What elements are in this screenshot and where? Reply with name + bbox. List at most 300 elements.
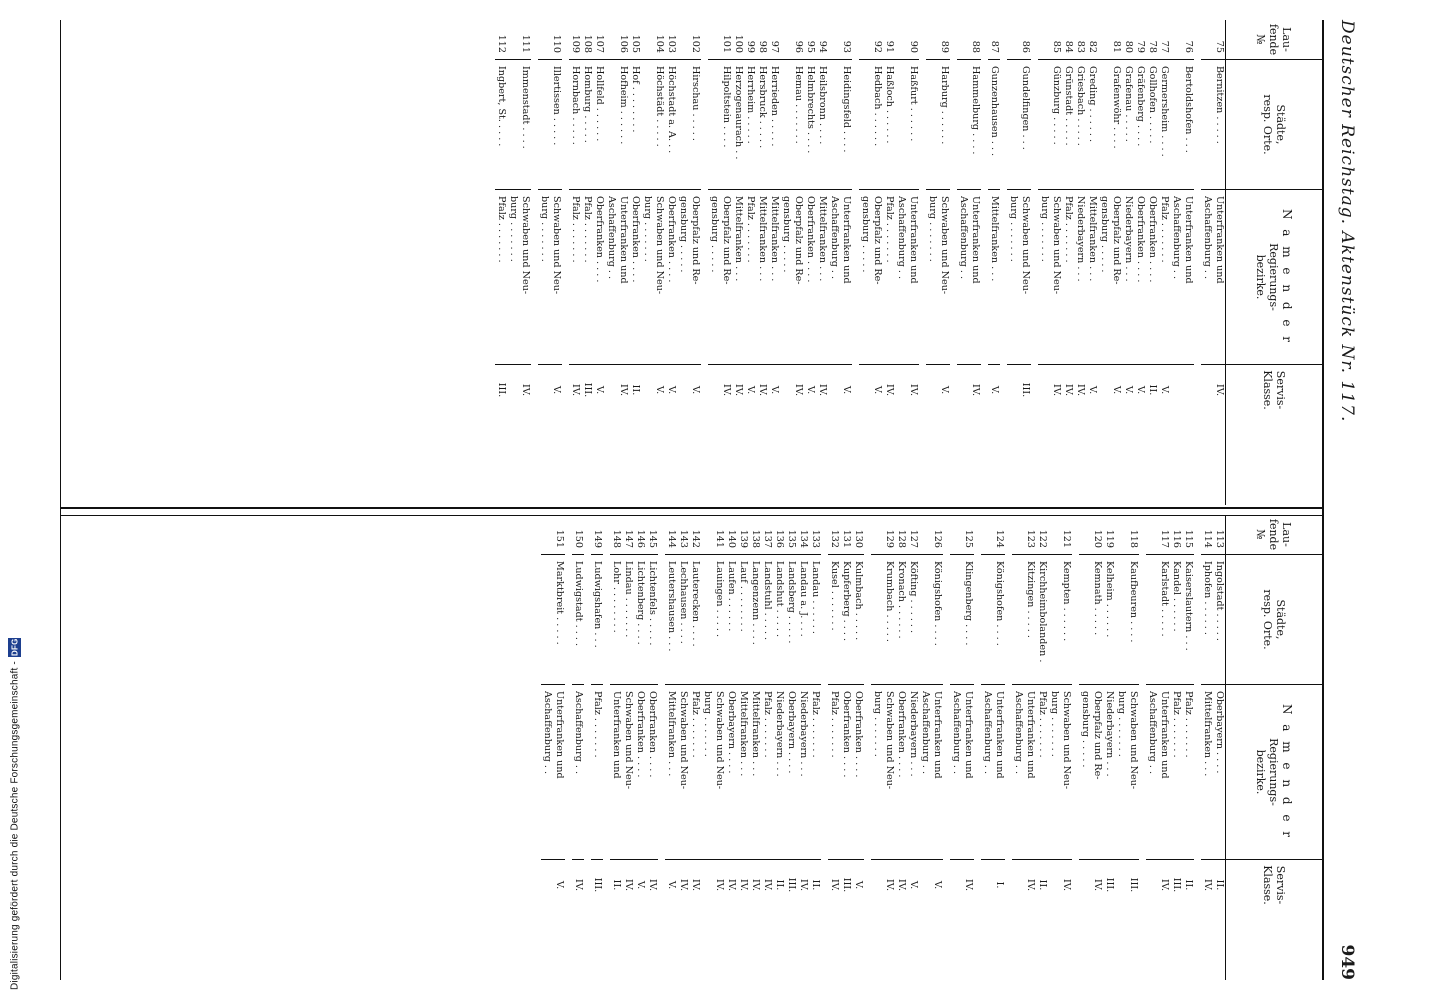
table-row [744, 20, 756, 505]
city-name: Lauingen . . . . . [713, 555, 725, 685]
table-row [761, 515, 773, 980]
row-number: 151 [553, 515, 565, 555]
row-number: 129 [883, 515, 895, 555]
row-number: 80 [1122, 20, 1134, 60]
district-name: Unterfranken und [993, 685, 1005, 860]
district-name: Aschaffenburg . . [957, 190, 969, 365]
city-name: Helmbrechts . . . . [804, 60, 816, 190]
city-name: Gundelfingen . . . [1019, 60, 1031, 190]
city-name: Grünstadt . . . . . [1062, 60, 1074, 190]
servis-class: II. [1147, 384, 1158, 396]
district-name: Niederbayern . . . [797, 685, 809, 860]
district-name: Niederbayern . . . [907, 685, 919, 860]
district-name: burg . . . . . . . [507, 190, 519, 365]
city-name: Landau a. J. . . . [797, 555, 809, 685]
table-row [541, 515, 553, 980]
city-name [677, 60, 689, 190]
district-name: burg . . . . . . . [1115, 685, 1127, 860]
table-row [1110, 20, 1122, 505]
table-row [495, 20, 507, 505]
table-row [1019, 20, 1031, 505]
city-name: Kirchheimbolanden . [1036, 555, 1048, 685]
city-name: Heidingsfeld . . . . [840, 60, 852, 190]
header-number: Lau- fende № [1226, 515, 1322, 555]
city-name: Kupferberg . . . . [840, 555, 852, 685]
row-number: 148 [610, 515, 622, 555]
district-name: Mittelfranken . . . [732, 190, 744, 365]
district-name: Pfalz . . . . . . . [689, 685, 701, 860]
district-name: Pfalz . . . . . . . [828, 685, 840, 860]
row-number: 78 [1146, 20, 1158, 60]
row-number: 103 [665, 20, 677, 60]
table-row [919, 515, 931, 980]
row-number: 83 [1074, 20, 1086, 60]
table-header-left [1225, 20, 1322, 505]
district-name: Mittelfranken . . . [749, 685, 761, 860]
servis-class [1170, 365, 1182, 415]
district-name: Unterfranken und [1213, 190, 1225, 365]
city-name: Kitzingen . . . . . [1024, 555, 1036, 685]
district-name: Oberbayern . . . . [725, 685, 737, 860]
servis-class: III. [496, 382, 507, 398]
row-number: 147 [622, 515, 634, 555]
city-name: Ingolstadt . . . . . [1213, 555, 1225, 685]
servis-class [1007, 365, 1019, 415]
row-number [541, 515, 553, 555]
city-name [1170, 60, 1182, 190]
city-name: Herzogenaurach . . [732, 60, 744, 190]
row-number: 133 [809, 515, 821, 555]
table-row [1103, 515, 1115, 980]
row-number: 105 [629, 20, 641, 60]
district-name: Unterfranken und [907, 190, 919, 365]
row-number: 130 [852, 515, 864, 555]
row-number [1115, 515, 1127, 555]
district-name: Oberfranken . . . . [665, 190, 677, 365]
servis-class: II. [774, 879, 785, 891]
servis-class: IV. [884, 383, 895, 397]
servis-class [871, 860, 883, 910]
table-row [1213, 20, 1225, 505]
city-name: Hofheim . . . . . . [617, 60, 629, 190]
city-name: Bertoldshofen . . . [1182, 60, 1194, 190]
row-number: 121 [1060, 515, 1072, 555]
row-number: 90 [907, 20, 919, 60]
district-name: Oberfranken . . . . [593, 190, 605, 365]
city-name: Harburg . . . . . . [938, 60, 950, 190]
table-body-right [541, 515, 1225, 980]
table-row [962, 515, 974, 980]
district-name: Unterfranken und [931, 685, 943, 860]
district-name: Pfalz . . . . . . . [495, 190, 507, 365]
row-number: 138 [749, 515, 761, 555]
row-number: 137 [761, 515, 773, 555]
city-name: Königshofen . . . . [993, 555, 1005, 685]
city-name: Ludwigstadt . . . . [572, 555, 584, 685]
running-title: Deutscher Reichstag. Aktenstück Nr. 117. [1337, 20, 1357, 423]
table-row [988, 20, 1000, 505]
servis-class: IV. [1025, 878, 1036, 892]
city-name: Gollhofen . . . . . [1146, 60, 1158, 190]
servis-class: V. [690, 385, 701, 395]
district-name: Schwaben und Neu- [883, 685, 895, 860]
city-name: Hirschau . . . . . [689, 60, 701, 190]
servis-class: V. [872, 385, 883, 395]
table-row [593, 20, 605, 505]
row-number [828, 20, 840, 60]
servis-class [641, 365, 653, 415]
row-number: 143 [677, 515, 689, 555]
district-name: gensburg . . . . . [859, 190, 871, 365]
servis-class: IV. [817, 383, 828, 397]
servis-class: V. [908, 880, 919, 890]
table-row [1079, 515, 1091, 980]
table-row [665, 20, 677, 505]
city-name: Grafenau . . . . . [1122, 60, 1134, 190]
district-name: Mittelfranken . . . [988, 190, 1000, 365]
table-row [1201, 20, 1213, 505]
table-row [519, 20, 531, 505]
servis-class: IV. [678, 878, 689, 892]
city-name: Kaufbeuren . . . . [1127, 555, 1139, 685]
servis-class [507, 365, 519, 415]
city-name: Kusel . . . . . . . [828, 555, 840, 685]
row-number: 145 [646, 515, 658, 555]
table-row [895, 515, 907, 980]
city-name: Landau . . . . . . [809, 555, 821, 685]
table-row [871, 515, 883, 980]
district-name: Unterfranken und [969, 190, 981, 365]
city-name [541, 555, 553, 685]
table-row [581, 20, 593, 505]
servis-class: I. [994, 881, 1005, 889]
city-name [538, 60, 550, 190]
table-row [773, 515, 785, 980]
table-row [1182, 515, 1194, 980]
servis-class [1048, 860, 1060, 910]
servis-class: III. [1128, 877, 1139, 893]
header-class: Servis- Klasse. [1261, 865, 1287, 905]
table-row [1007, 20, 1019, 505]
servis-class: V. [939, 385, 950, 395]
servis-class [895, 365, 907, 415]
city-name: Herrieden . . . . . [768, 60, 780, 190]
row-number [538, 20, 550, 60]
district-name: Oberfranken . . . . [895, 685, 907, 860]
city-name: Bernitzen . . . . . [1213, 60, 1225, 190]
district-name: Schwaben und Neu- [1019, 190, 1031, 365]
city-name: Lohr . . . . . . . . [610, 555, 622, 685]
row-number: 128 [895, 515, 907, 555]
table-row [1060, 515, 1072, 980]
city-name: Hemau . . . . . . . [792, 60, 804, 190]
table-row [852, 515, 864, 980]
table-row [840, 515, 852, 980]
servis-class: IV. [1214, 383, 1225, 397]
garrison-table [60, 20, 1324, 980]
district-name: Niederbayern . . . [1074, 190, 1086, 365]
servis-class: IV. [1061, 878, 1072, 892]
row-number: 127 [907, 515, 919, 555]
servis-class: IV. [1051, 383, 1062, 397]
city-name: Hilpoltstein . . . . [720, 60, 732, 190]
servis-class: IV. [690, 878, 701, 892]
city-name: Leutershausen . . . [665, 555, 677, 685]
district-name: Oberfranken . . . . [840, 685, 852, 860]
servis-class: III. [1020, 382, 1031, 398]
row-number: 123 [1024, 515, 1036, 555]
row-number: 87 [988, 20, 1000, 60]
servis-class [780, 365, 792, 415]
credit-text: Digitalisierung gefördert durch die Deutsche Forschungsgemeinschaft - [9, 661, 21, 990]
servis-class: V. [745, 385, 756, 395]
city-name [957, 60, 969, 190]
table-row [689, 20, 701, 505]
row-number: 86 [1019, 20, 1031, 60]
servis-class: V. [666, 385, 677, 395]
servis-class: V. [932, 880, 943, 890]
servis-class: V. [1135, 385, 1146, 395]
table-row [720, 20, 732, 505]
district-name: gensburg . . . . . [780, 190, 792, 365]
row-number: 75 [1213, 20, 1225, 60]
table-row [749, 515, 761, 980]
row-number: 93 [840, 20, 852, 60]
table-row [1122, 20, 1134, 505]
servis-class [1038, 365, 1050, 415]
city-name: Landsberg . . . . . [785, 555, 797, 685]
servis-class [957, 365, 969, 415]
table-row [1036, 515, 1048, 980]
city-name: Germersheim . . . . [1158, 60, 1170, 190]
servis-class [919, 860, 931, 910]
servis-class: V. [841, 385, 852, 395]
servis-class [1182, 365, 1194, 415]
table-row [725, 515, 737, 980]
row-number [641, 20, 653, 60]
city-name: Landshut . . . . . [773, 555, 785, 685]
servis-class [677, 365, 689, 415]
table-row [653, 20, 665, 505]
district-name: Aschaffenburg . . [828, 190, 840, 365]
servis-class: II. [1183, 879, 1194, 891]
district-name: Aschaffenburg . . [572, 685, 584, 860]
table-row [816, 20, 828, 505]
city-name [507, 60, 519, 190]
table-row [641, 20, 653, 505]
city-name: Lichtenberg . . . . [634, 555, 646, 685]
servis-class: V. [666, 880, 677, 890]
table-row [931, 515, 943, 980]
row-number: 139 [737, 515, 749, 555]
table-row [1038, 20, 1050, 505]
row-number: 91 [883, 20, 895, 60]
servis-class [708, 365, 720, 415]
row-number: 115 [1182, 515, 1194, 555]
servis-class: IV. [798, 878, 809, 892]
district-name: Oberpfalz und Re- [1091, 685, 1103, 860]
servis-class: IV. [618, 383, 629, 397]
city-name [895, 60, 907, 190]
header-names-title: N a m e n d e r [1280, 703, 1295, 841]
table-row [550, 20, 562, 505]
city-name: Hersbruck . . . . . [756, 60, 768, 190]
city-name: Haßfurt . . . . . . [907, 60, 919, 190]
table-row [756, 20, 768, 505]
city-name: Hedbach . . . . . . [871, 60, 883, 190]
row-number: 131 [840, 515, 852, 555]
district-name: Unterfranken und [610, 685, 622, 860]
district-name: burg . . . . . . . [641, 190, 653, 365]
row-number [859, 20, 871, 60]
city-name [1098, 60, 1110, 190]
city-name: Laufen . . . . . . [725, 555, 737, 685]
table-row [785, 515, 797, 980]
row-number: 102 [689, 20, 701, 60]
city-name [859, 60, 871, 190]
table-row [840, 20, 852, 505]
table-row [907, 20, 919, 505]
district-name: burg . . . . . . . [871, 685, 883, 860]
table-row [895, 20, 907, 505]
row-number: 94 [816, 20, 828, 60]
district-name: burg . . . . . . . [701, 685, 713, 860]
table-row [957, 20, 969, 505]
servis-class: V. [1159, 385, 1170, 395]
district-name: Aschaffenburg . . [1012, 685, 1024, 860]
servis-class [926, 365, 938, 415]
district-name: Pfalz . . . . . . . [809, 685, 821, 860]
city-name [871, 555, 883, 685]
row-number: 142 [689, 515, 701, 555]
city-name: Ludwigshafen . . . [591, 555, 603, 685]
table-row [737, 515, 749, 980]
table-row [969, 20, 981, 505]
table-row [634, 515, 646, 980]
table-row [1098, 20, 1110, 505]
district-name: burg . . . . . . . [926, 190, 938, 365]
table-row [883, 515, 895, 980]
district-name: Oberpfalz und Re- [871, 190, 883, 365]
table-row [665, 515, 677, 980]
district-name: Oberfranken . . . . [646, 685, 658, 860]
servis-class: IV. [750, 878, 761, 892]
row-number [1038, 20, 1050, 60]
servis-class: III. [1171, 877, 1182, 893]
city-name: Hammelburg . . . . [969, 60, 981, 190]
row-number: 88 [969, 20, 981, 60]
city-name: Landstuhl . . . . . [761, 555, 773, 685]
servis-class: III. [786, 877, 797, 893]
district-name: Aschaffenburg . . [541, 685, 553, 860]
row-number: 108 [581, 20, 593, 60]
city-name: Lauf . . . . . . . . [737, 555, 749, 685]
district-name: Oberfranken . . . . [852, 685, 864, 860]
servis-class: IV. [884, 878, 895, 892]
table-half-right [61, 515, 1322, 980]
district-name: Oberpfalz und Re- [1110, 190, 1122, 365]
row-number: 126 [931, 515, 943, 555]
table-row [538, 20, 550, 505]
servis-class: IV. [520, 383, 531, 397]
city-name [1038, 60, 1050, 190]
city-name: Gräfenberg . . . . [1134, 60, 1146, 190]
table-row [938, 20, 950, 505]
city-name [1012, 555, 1024, 685]
table-row [1170, 20, 1182, 505]
servis-class [538, 365, 550, 415]
row-number: 111 [519, 20, 531, 60]
district-name: Pfalz . . . . . . . [744, 190, 756, 365]
district-name: Aschaffenburg . . [950, 685, 962, 860]
dfg-logo-icon: DFG [10, 638, 20, 657]
district-name: burg . . . . . . . [1038, 190, 1050, 365]
city-name [926, 60, 938, 190]
row-number [895, 20, 907, 60]
servis-class [1079, 860, 1091, 910]
city-name [919, 555, 931, 685]
row-number [871, 515, 883, 555]
district-name: Oberpfalz und Re- [720, 190, 732, 365]
table-row [993, 515, 1005, 980]
district-name: Unterfranken und [1158, 685, 1170, 860]
row-number [1079, 515, 1091, 555]
district-name: burg . . . . . . . [538, 190, 550, 365]
row-number: 81 [1110, 20, 1122, 60]
table-row [572, 515, 584, 980]
table-half-left [61, 20, 1322, 505]
servis-class: III. [592, 877, 603, 893]
servis-class: II. [611, 879, 622, 891]
servis-class: IV. [1202, 878, 1213, 892]
row-number: 100 [732, 20, 744, 60]
row-number [919, 515, 931, 555]
row-number: 114 [1201, 515, 1213, 555]
row-number: 82 [1086, 20, 1098, 60]
district-name: Aschaffenburg . . [1146, 685, 1158, 860]
city-name: Gunzenhausen . . . [988, 60, 1000, 190]
servis-class: IV. [714, 878, 725, 892]
table-row [804, 20, 816, 505]
city-name [605, 60, 617, 190]
table-header-right [1225, 515, 1322, 980]
table-row [907, 515, 919, 980]
table-row [1146, 20, 1158, 505]
city-name: Lichtenfels . . . . . [646, 555, 658, 685]
servis-class: IV. [1159, 878, 1170, 892]
district-name: Niederbayern . . . [773, 685, 785, 860]
district-name: Oberfranken . . . . [629, 190, 641, 365]
servis-class [981, 860, 993, 910]
district-name: Schwaben und Neu- [1127, 685, 1139, 860]
district-name: Mittelfranken . . . [768, 190, 780, 365]
row-number [701, 515, 713, 555]
table-row [1074, 20, 1086, 505]
row-number: 99 [744, 20, 756, 60]
city-name: Langenzenn . . . . [749, 555, 761, 685]
city-name [950, 555, 962, 685]
table-row [768, 20, 780, 505]
row-number [926, 20, 938, 60]
servis-class: IV. [896, 878, 907, 892]
servis-class: IV. [963, 878, 974, 892]
table-row [646, 515, 658, 980]
row-number: 112 [495, 20, 507, 60]
table-row [713, 515, 725, 980]
servis-class: IV. [1063, 383, 1074, 397]
servis-class: IV. [1075, 383, 1086, 397]
table-row [591, 515, 603, 980]
